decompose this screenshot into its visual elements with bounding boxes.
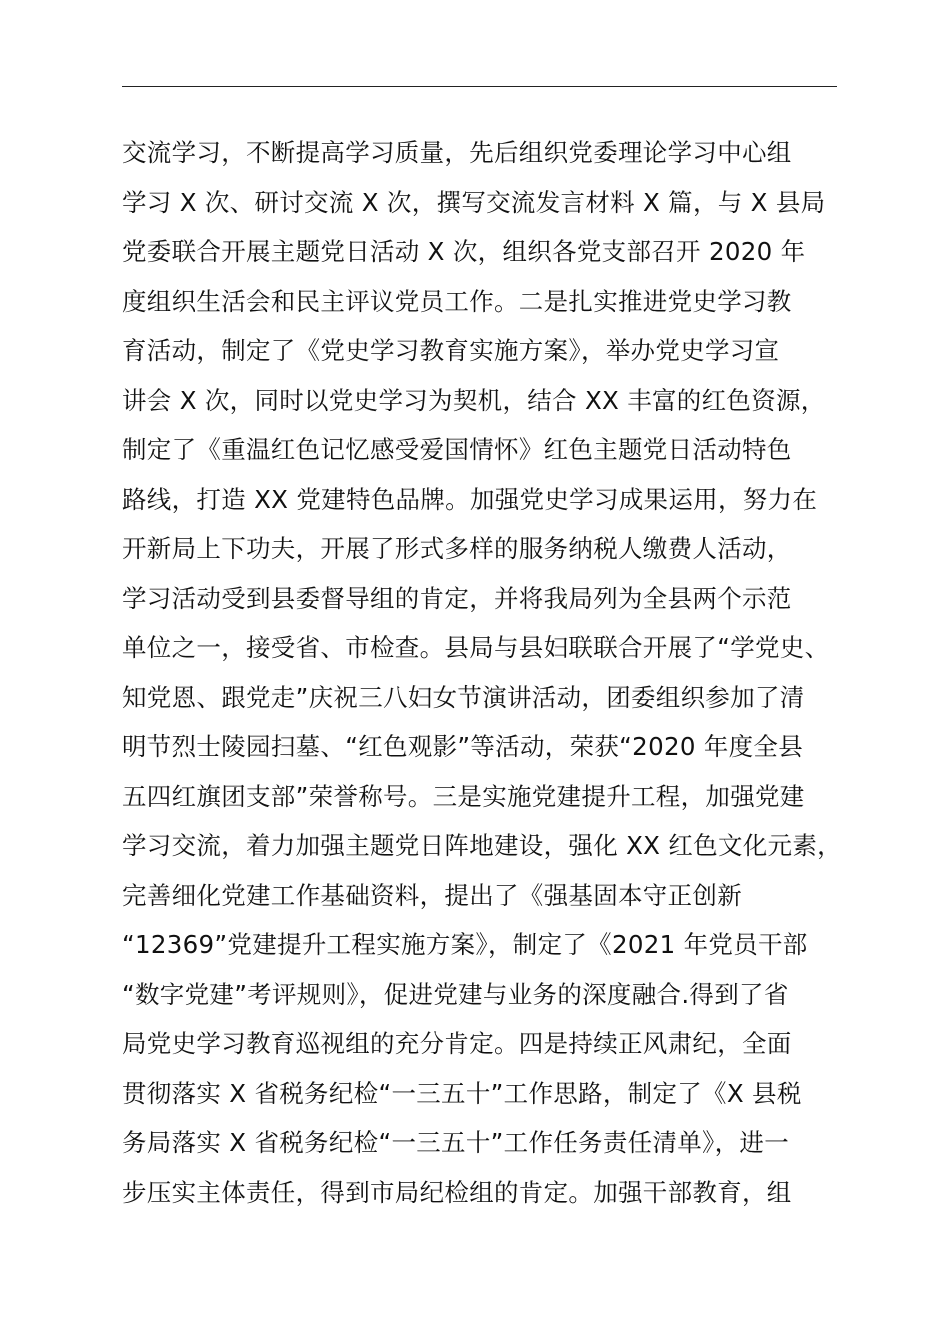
text-line: 完善细化党建工作基础资料，提出了《强基固本守正创新 bbox=[122, 880, 742, 910]
text-line: 务局落实 X 省税务纪检“一三五十”工作任务责任清单》，进一 bbox=[122, 1128, 789, 1157]
text-line: 单位之一，接受省、市检查。县局与县妇联联合开展了“学党史、 bbox=[122, 633, 830, 662]
text-line: 育活动，制定了《党史学习教育实施方案》，举办党史学习宣 bbox=[122, 336, 780, 365]
text-line: 党委联合开展主题党日活动 X 次，组织各党支部召开 2020 年 bbox=[122, 237, 806, 266]
text-line: 五四红旗团支部”荣誉称号。三是实施党建提升工程，加强党建 bbox=[122, 781, 805, 811]
text-line: 学习活动受到县委督导组的肯定，并将我局列为全县两个示范 bbox=[122, 583, 792, 613]
text-line: 贯彻落实 X 省税务纪检“一三五十”工作思路，制定了《X 县税 bbox=[122, 1078, 802, 1108]
text-line: 度组织生活会和民主评议党员工作。二是扎实推进党史学习教 bbox=[122, 286, 792, 316]
text-line: 交流学习，不断提高学习质量，先后组织党委理论学习中心组 bbox=[122, 138, 792, 167]
text-line: 局党史学习教育巡视组的充分肯定。四是持续正风肃纪，全面 bbox=[122, 1029, 792, 1058]
text-line: 学习交流，着力加强主题党日阵地建设，强化 XX 红色文化元素， bbox=[122, 831, 842, 860]
text-line: 路线，打造 XX 党建特色品牌。加强党史学习成果运用，努力在 bbox=[122, 484, 818, 514]
text-line: “12369”党建提升工程实施方案》，制定了《2021 年党员干部 bbox=[122, 930, 808, 959]
text-line: “数字党建”考评规则》，促进党建与业务的深度融合.得到了省 bbox=[122, 979, 789, 1009]
text-line: 学习 X 次、研讨交流 X 次，撰写交流发言材料 X 篇，与 X 县局 bbox=[122, 187, 826, 217]
text-line: 明节烈士陵园扫墓、“红色观影”等活动，荣获“2020 年度全县 bbox=[122, 732, 804, 761]
text-line: 制定了《重温红色记忆感受爱国情怀》红色主题党日活动特色 bbox=[122, 435, 792, 464]
text-line: 步压实主体责任，得到市局纪检组的肯定。加强干部教育，组 bbox=[122, 1177, 792, 1207]
text-line: 讲会 X 次，同时以党史学习为契机，结合 XX 丰富的红色资源， bbox=[122, 385, 826, 415]
body-paragraph bbox=[122, 128, 862, 1217]
text-line: 开新局上下功夫，开展了形式多样的服务纳税人缴费人活动， bbox=[122, 534, 792, 563]
header-rule bbox=[122, 86, 837, 87]
text-line: 知党恩、跟党走”庆祝三八妇女节演讲活动，团委组织参加了清 bbox=[122, 682, 805, 712]
